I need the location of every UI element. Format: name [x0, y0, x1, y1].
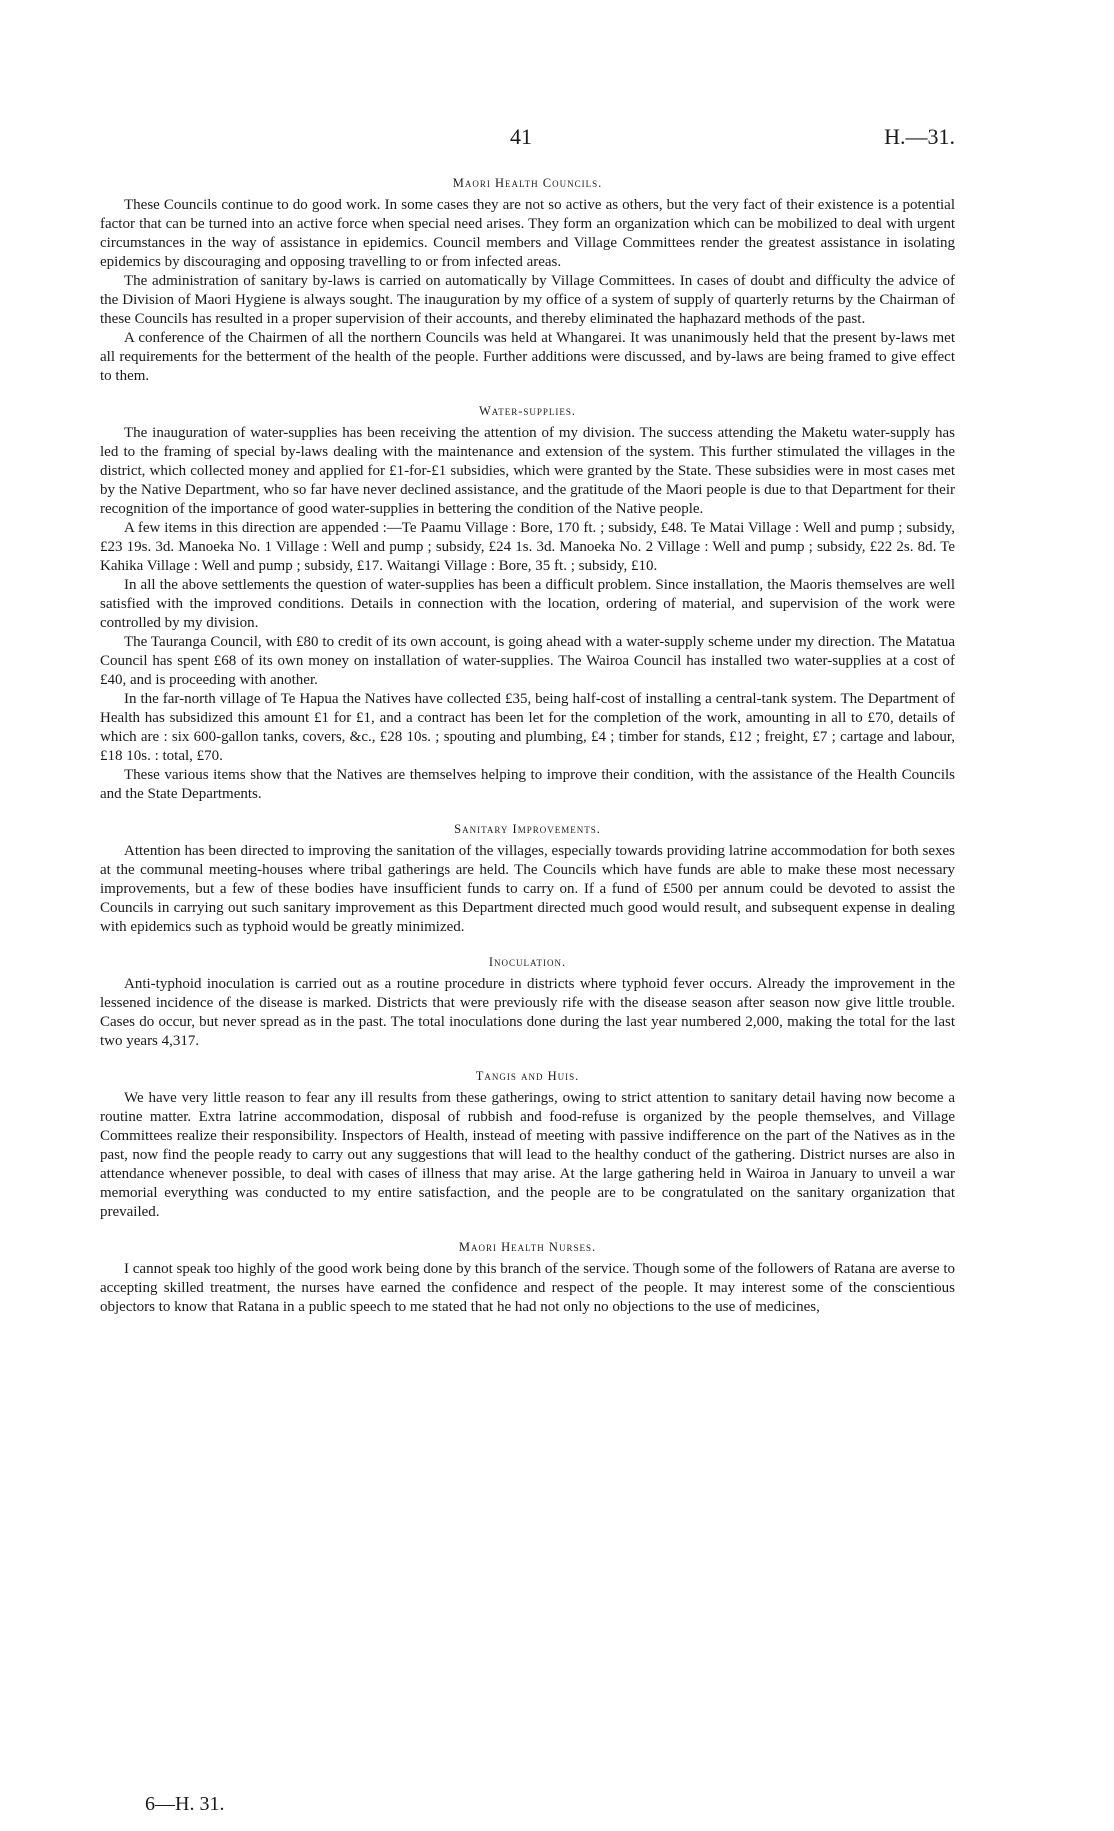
section-heading: Sanitary Improvements. [454, 822, 601, 836]
paragraph: Anti-typhoid inoculation is carried out as a routine procedure in districts where typhoid fever occurs. Already the improvement in the lessened incidence of the disease is marked. Districts that were previously rife with the disease season after season now give little trouble. Cases do occur, but never spread as in the past. The total inoculations done during the last year numbered 2,000, making the total for the last two years 4,317. [100, 976, 955, 1049]
page-header [100, 124, 955, 154]
paragraph: These Councils continue to do good work. In some cases they are not so active as others, but the very fact of their existence is a potential factor that can be turned into an active force when special need arises. They form an organization which can be mobilized to deal with urgent circumstances in the way of assistance in epidemics. Council members and Village Committees render the greatest assistance in isolating epidemics by discouraging and opposing travelling to or from infected areas. [100, 197, 955, 270]
paragraph: In the far-north village of Te Hapua the Natives have collected £35, being half-cost of installing a central-tank system. The Department of Health has subsidized this amount £1 for £1, and a contract has been let for the completion of the work, amounting in all to £70, details of which are : six 600-gallon tanks, covers, &c., £28 10s. ; spouting and plumbing, £4 ; timber for stands, £12 ; freight, £7 ; cartage and labour, £18 10s. : total, £70. [100, 691, 955, 764]
paragraph: Attention has been directed to improving the sanitation of the villages, especially towards providing latrine accommodation for both sexes at the communal meeting-houses where tribal gatherings are held. The Councils which have funds are able to make these most necessary improvements, but a few of these bodies have insufficient funds to carry on. If a fund of £500 per annum could be devoted to assist the Councils in carrying out such sanitary improvement as this Department directed much good would result, and subsequent expense in dealing with epidemics such as typhoid would be greatly minimized. [100, 843, 955, 935]
section-maori-health-nurses [100, 1238, 955, 1317]
section-heading: Tangis and Huis. [475, 1069, 580, 1083]
paragraph: In all the above settlements the question of water-supplies has been a difficult problem. Since installation, the Maoris themselves are well satisfied with the improved conditions. Details in connection with the location, ordering of material, and supervision of the work were controlled by my division. [100, 577, 955, 631]
paragraph: We have very little reason to fear any ill results from these gatherings, owing to strict attention to sanitary detail having now become a routine matter. Extra latrine accommodation, disposal of rubbish and food-refuse is organized by the people themselves, and Village Committees realize their responsibility. Inspectors of Health, instead of meeting with passive indifference on the part of the Natives as in the past, now find the people ready to carry out any suggestions that will lead to the healthy conduct of the gathering. District nurses are also in attendance whenever possible, to deal with cases of illness that may arise. At the large gathering held in Wairoa in January to unveil a war memorial everything was conducted to my entire satisfaction, and the people are to be congratulated on the sanitary organization that prevailed. [100, 1090, 955, 1220]
paragraph: A conference of the Chairmen of all the northern Councils was held at Whangarei. It was unanimously held that the present by-laws met all requirements for the betterment of the health of the people. Further additions were discussed, and by-laws are being framed to give effect to them. [100, 330, 955, 384]
body-text [100, 174, 955, 1333]
document-page [100, 0, 955, 1831]
section-sanitary-improvements [100, 820, 955, 937]
paragraph: These various items show that the Natives are themselves helping to improve their condition, with the assistance of the Health Councils and the State Departments. [100, 767, 955, 802]
page-footer-signature: 6—H. 31. [145, 1793, 225, 1815]
section-heading: Maori Health Councils. [452, 176, 603, 190]
section-maori-health-councils [100, 174, 955, 386]
paragraph: A few items in this direction are appended :—Te Paamu Village : Bore, 170 ft. ; subsidy, £48. Te Matai Village : Well and pump ; subsidy, £23 19s. 3d. Manoeka No. 1 Village : Well and pump ; subsidy, £24 1s. 3d. Manoeka No. 2 Village : Well and pump ; subsidy, £22 2s. 8d. Te Kahika Village : Well and pump ; subsidy, £17. Waitangi Village : Bore, 35 ft. ; subsidy, £10. [100, 520, 955, 574]
paragraph: The Tauranga Council, with £80 to credit of its own account, is going ahead with a water-supply scheme under my direction. The Matatua Council has spent £68 of its own money on installation of water-supplies. The Wairoa Council has installed two water-supplies at a cost of £40, and is proceeding with another. [100, 634, 955, 688]
document-reference: H.—31. [884, 124, 955, 149]
paragraph: The administration of sanitary by-laws is carried on automatically by Village Committees. In cases of doubt and difficulty the advice of the Division of Maori Hygiene is always sought. The inauguration by my office of a system of supply of quarterly returns by the Chairman of these Councils has resulted in a proper supervision of their accounts, and thereby eliminated the haphazard methods of the past. [100, 273, 955, 327]
page-number: 41 [510, 124, 532, 149]
section-heading: Water-supplies. [478, 404, 577, 418]
paragraph: I cannot speak too highly of the good work being done by this branch of the service. Though some of the followers of Ratana are averse to accepting skilled treatment, the nurses have earned the confidence and respect of the people. It may interest some of the conscientious objectors to know that Ratana in a public speech to me stated that he had not only no objections to the use of medicines, [100, 1261, 955, 1315]
paragraph: The inauguration of water-supplies has been receiving the attention of my division. The success attending the Maketu water-supply has led to the framing of special by-laws dealing with the maintenance and extension of the system. This further stimulated the villages in the district, which collected money and applied for £1-for-£1 subsidies, which were granted by the State. These subsidies were in most cases met by the Native Department, who so far have never declined assistance, and the gratitude of the Maori people is due to that Department for their recognition of the importance of good water-supplies in bettering the condition of the Native people. [100, 425, 955, 517]
section-heading: Inoculation. [488, 955, 567, 969]
section-tangis-and-huis [100, 1067, 955, 1222]
section-heading: Maori Health Nurses. [458, 1240, 597, 1254]
section-water-supplies [100, 402, 955, 804]
section-inoculation [100, 953, 955, 1051]
